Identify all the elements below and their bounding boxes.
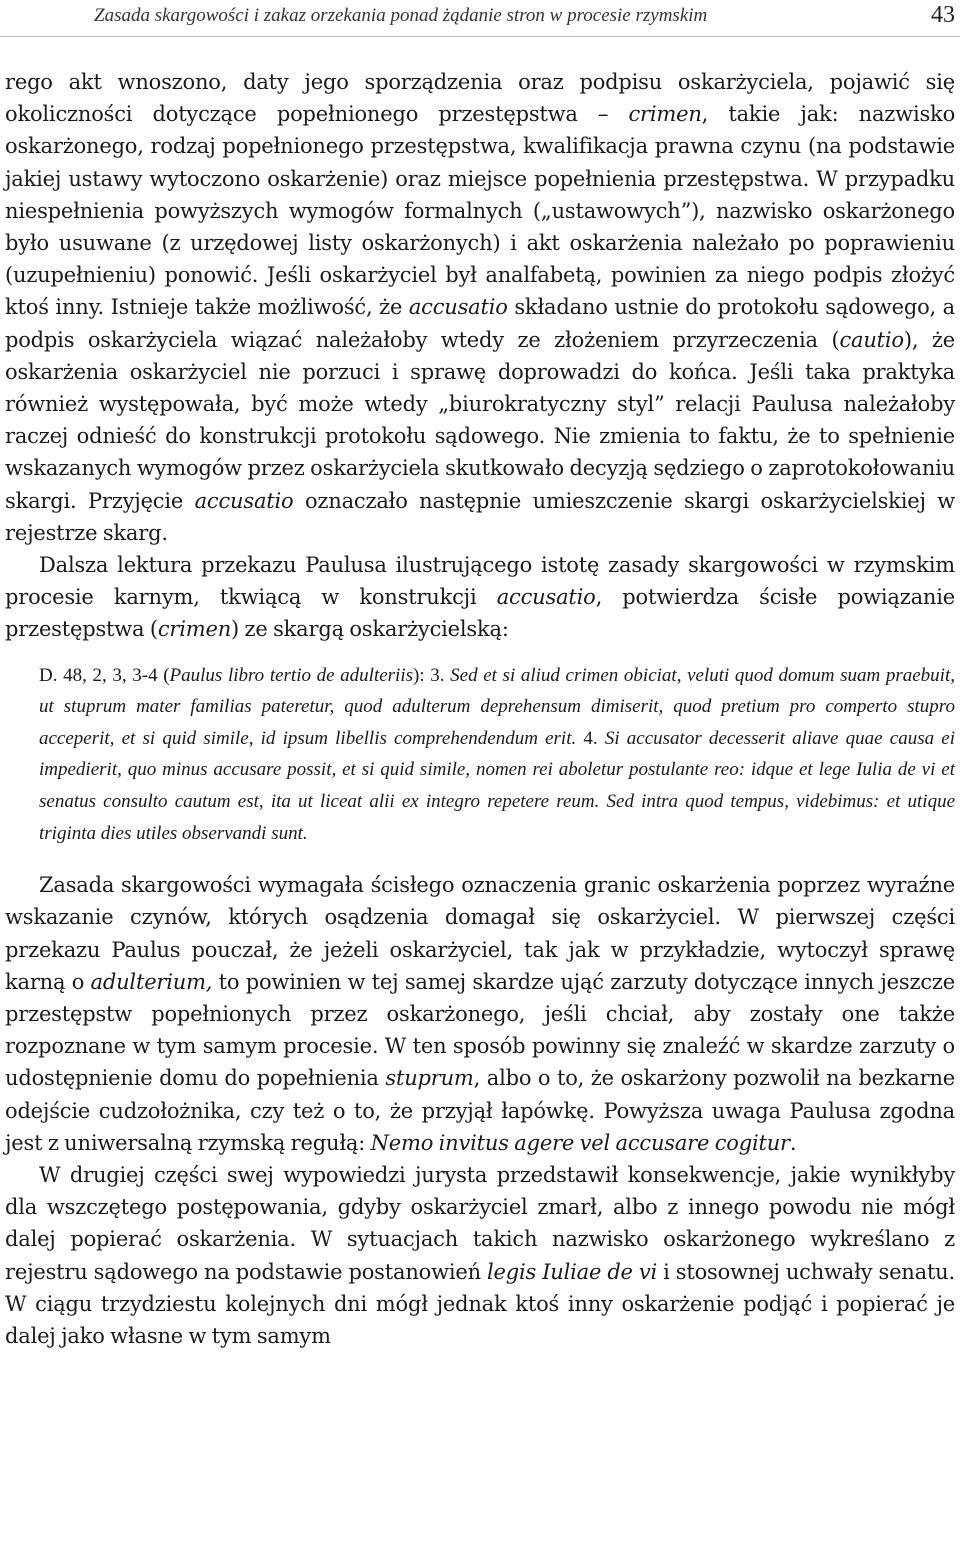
text-run: Dalsza lektura przekazu Paulusa ilustrującego istotę zasady skargowości w rzymskim procesie karnym, tkwiącą w konstrukcji [5,553,955,610]
latin-term: accusatio [496,585,596,610]
text-run: rego akt wnoszono, daty jego sporządzenia oraz podpisu oskarżyciela, pojawić się okoliczności dotyczące popełnionego przestępstwa – [5,70,955,127]
latin-maxim: Nemo invitus agere vel accusare cogitur [370,1130,790,1155]
running-title: Zasada skargowości i zakaz orzekania ponad żądanie stron w procesie rzymskim [94,5,708,26]
latin-quote: Si accusator decesserit aliave quae causa ei impedierit, quo minus accusare possit, et si quid simile, nomen rei aboletur postulante reo: idque et lege Iulia de vi et senatus consulto cautum est, ita ut liceat alii ex integro repetere reum. Sed intra quod tempus, videbimus: et utique triginta dies utiles observandi sunt. [39,727,955,844]
paragraph-3 [5,869,955,1159]
latin-term: accusatio [194,488,294,513]
block-quote [39,660,955,850]
page-number: 43 [931,2,955,28]
text-run: ), że oskarżenia oskarżyciel nie porzuci i sprawę doprowadzi do końca. Jeśli taka praktyka również występowała, być może wtedy „biurokratyczny styl” relacji Paulusa należałoby raczej odnieść do konstrukcji protokołu sądowego. Nie zmienia to faktu, że to spełnienie wskazanych wymogów przez oskarżyciela skutkowało decyzją sędziego o zaprotokołowaniu skargi. Przyjęcie [5,327,955,513]
paragraph-2 [5,549,955,646]
latin-term: legis Iuliae de vi [487,1259,658,1284]
text-run: ) ze skargą oskarżycielską: [231,617,509,642]
text-run: i stosownej uchwały senatu. W ciągu trzydziestu kolejnych dni mógł jednak ktoś inny oskarżenie podjąć i popierać je dalej jako własne w tym samym [5,1259,955,1349]
latin-term: crimen [628,102,702,127]
paragraph-1 [5,66,955,549]
citation-author: Paulus libro tertio de adulteriis [169,664,414,686]
text-run: W drugiej części swej wypowiedzi jurysta przedstawił konsekwencje, jakie wynikłyby dla wszczętego postępowania, gdyby oskarżyciel zmarł, albo z innego powodu nie mógł dalej popierać oskarżenia. W sytuacjach takich nazwisko oskarżonego wykreślano z rejestru sądowego na podstawie postanowień [5,1163,955,1284]
latin-term: crimen [157,617,232,642]
text-run: , potwierdza ścisłe powiązanie przestępstwa ( [5,585,955,642]
latin-term: adulterium, [90,969,213,994]
text-run: oznaczało następnie umieszczenie skargi oskarżycielskiej w rejestrze skarg. [5,488,955,545]
body-text [5,66,955,1352]
latin-term: accusatio [408,295,508,320]
text-run: Zasada skargowości wymagała ścisłego oznaczenia granic oskarżenia poprzez wyraźne wskazanie czynów, których osądzenia domagał się oskarżyciel. W pierwszej części przekazu Paulus pouczał, że jeżeli oskarżyciel, tak jak w przykładzie, wytoczył sprawę karną o [5,873,955,994]
text-run: składano ustnie do protokołu sądowego, a podpis oskarżyciela wiązać należałoby wtedy ze złożeniem przyrzeczenia ( [5,295,955,352]
text-run: , albo o to, że oskarżony pozwolił na bezkarne odejście cudzołożnika, czy też o to, że przyjął łapówkę. Powyższa uwaga Paulusa zgodna jest z uniwersalną rzymską regułą: [5,1066,955,1155]
section-number: 4. [576,727,605,749]
text-run: , takie jak: nazwisko oskarżonego, rodzaj popełnionego przestępstwa, kwalifikacja prawna czynu (na podstawie jakiej ustawy wytoczono oskarżenie) oraz miejsce popełnienia przestępstwa. W przypadku niespełnienia powyższych wymogów formalnych („ustawowych”), nazwisko oskarżonego było usuwane (z urzędowej listy oskarżonych) i akt oskarżenia należało po poprawieniu (uzupełnieniu) ponowić. Jeśli oskarżyciel był analfabetą, powinien za niego podpis złożyć ktoś inny. Istnieje także możliwość, że [5,102,956,320]
text-run: . [789,1130,797,1155]
citation-reference: ): 3. [413,664,451,686]
running-header [0,0,960,37]
latin-quote: Sed et si aliud crimen obiciat, veluti quod domum suam praebuit, ut stuprum mater familias pateretur, quod adulterum deprehensum dimiserit, quod pretium pro comperto stupro acceperit, et si quid simile, id ipsum libellis comprehendendum erit. [39,664,955,749]
latin-term: stuprum [385,1066,474,1091]
text-run: to powinien w tej samej skardze ująć zarzuty dotyczące innych jeszcze przestępstw popełnionych przez oskarżonego, jeśli chciał, aby zostały one także rozpoznane w tym samym procesie. W ten sposób powinny się znaleźć w skardze zarzuty o udostępnienie domu do popełnienia [5,969,955,1091]
latin-term: cautio [839,327,904,352]
paragraph-4 [5,1159,955,1352]
citation-reference: D. 48, 2, 3, 3-4 ( [39,664,170,686]
